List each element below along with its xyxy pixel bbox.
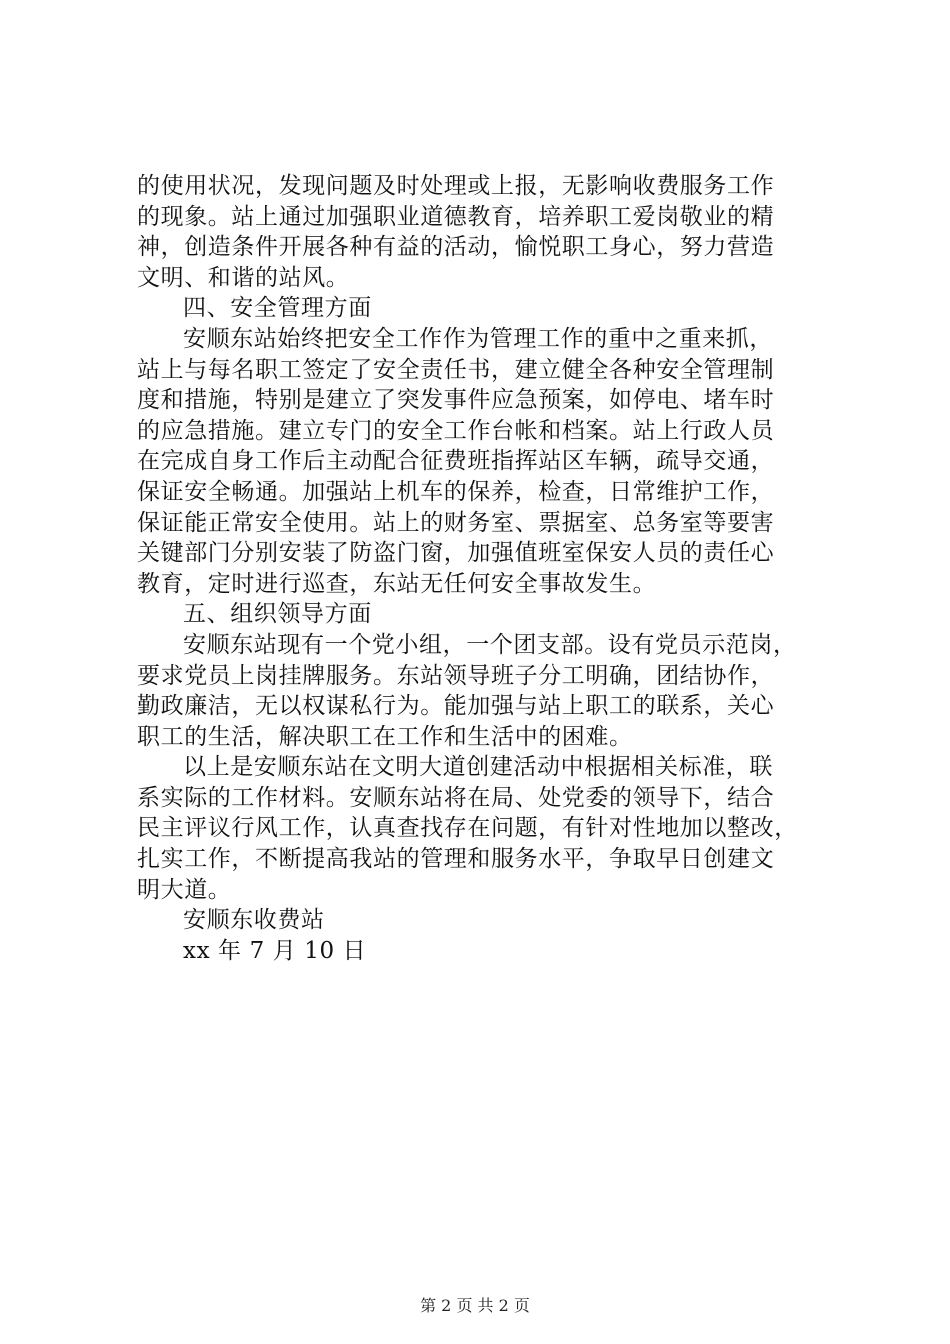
text-line: 要求党员上岗挂牌服务。东站领导班子分工明确，团结协作， [137, 662, 775, 689]
text-line: 保证安全畅通。加强站上机车的保养，检查，日常维护工作， [137, 478, 775, 505]
text-line: 民主评议行风工作，认真查找存在问题，有针对性地加以整改， [137, 815, 798, 842]
signature-organization: 安顺东收费站 [183, 907, 325, 934]
text-line: 明大道。 [137, 876, 232, 903]
section-heading-leadership: 五、组织领导方面 [183, 601, 372, 628]
text-line: 在完成自身工作后主动配合征费班指挥站区车辆，疏导交通， [137, 448, 775, 475]
text-line: 的应急措施。建立专门的安全工作台帐和档案。站上行政人员 [137, 417, 775, 444]
document-body [137, 171, 827, 966]
text-line: 勤政廉洁，无以权谋私行为。能加强与站上职工的联系，关心 [137, 693, 775, 720]
text-line: 安顺东站现有一个党小组，一个团支部。设有党员示范岗， [183, 631, 797, 658]
text-line: 度和措施，特别是建立了突发事件应急预案，如停电、堵车时 [137, 387, 775, 414]
text-line: 站上与每名职工签定了安全责任书，建立健全各种安全管理制 [137, 356, 775, 383]
text-line: 职工的生活，解决职工在工作和生活中的困难。 [137, 723, 633, 750]
text-line: 关键部门分别安装了防盗门窗，加强值班室保安人员的责任心 [137, 540, 775, 567]
text-line: 扎实工作，不断提高我站的管理和服务水平，争取早日创建文 [137, 846, 775, 873]
text-line: 系实际的工作材料。安顺东站将在局、处党委的领导下，结合 [137, 784, 775, 811]
page-footer: 第 2 页 共 2 页 [420, 1296, 530, 1315]
text-line: 的现象。站上通过加强职业道德教育，培养职工爱岗敬业的精 [137, 203, 775, 230]
text-line: 的使用状况，发现问题及时处理或上报，无影响收费服务工作 [137, 173, 775, 199]
text-line: 神，创造条件开展各种有益的活动，愉悦职工身心，努力营造 [137, 234, 775, 261]
text-line: 教育，定时进行巡查，东站无任何安全事故发生。 [137, 570, 657, 597]
text-line: 文明、和谐的站风。 [137, 264, 350, 291]
section-heading-safety: 四、安全管理方面 [183, 295, 372, 322]
text-line: 以上是安顺东站在文明大道创建活动中根据相关标准，联 [183, 754, 773, 781]
text-line: 安顺东站始终把安全工作作为管理工作的重中之重来抓， [183, 325, 773, 352]
signature-date: xx 年 7 月 10 日 [183, 937, 367, 964]
text-line: 保证能正常安全使用。站上的财务室、票据室、总务室等要害 [137, 509, 775, 536]
